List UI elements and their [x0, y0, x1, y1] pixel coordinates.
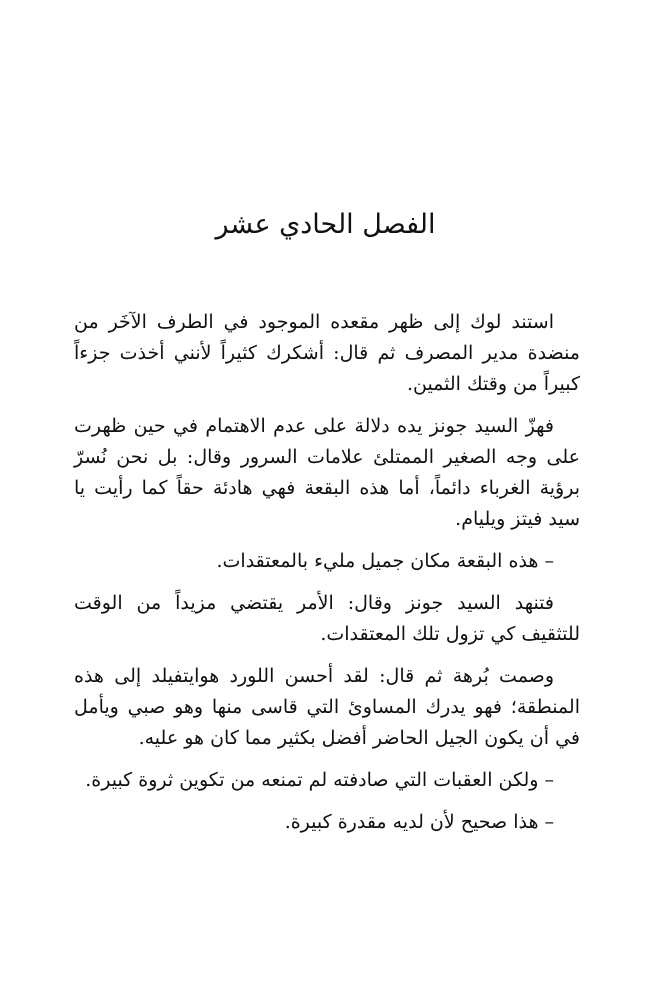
paragraph: وصمت بُرهة ثم قال: لقد أحسن اللورد هوايتفيلد إلى هذه المنطقة؛ فهو يدرك المساوئ التي قاسى منها وهو صبي ويأمل في أن يكون الجيل الحاضر أفضل بكثير مما كان هو عليه.: [74, 665, 580, 749]
chapter-body: [74, 307, 580, 849]
paragraph: فتنهد السيد جونز وقال: الأمر يقتضي مزيداً من الوقت للتثقيف كي تزول تلك المعتقدات.: [74, 592, 580, 645]
dialogue-line: – هذا صحيح لأن لديه مقدرة كبيرة.: [284, 811, 554, 833]
dialogue-line: – هذه البقعة مكان جميل مليء بالمعتقدات.: [216, 550, 554, 572]
paragraph: استند لوك إلى ظهر مقعده الموجود في الطرف الآخَر من منضدة مدير المصرف ثم قال: أشكرك كثيراً لأنني أخذت جزءاً كبيراً من وقتك الثمين.: [74, 311, 580, 395]
dialogue-line: – ولكن العقبات التي صادفته لم تمنعه من تكوين ثروة كبيرة.: [85, 769, 554, 791]
chapter-title: الفصل الحادي عشر: [215, 209, 436, 240]
paragraph: فهزّ السيد جونز يده دلالة على عدم الاهتمام في حين ظهرت على وجه الصغير الممتلئ علامات السرور وقال: بل نحن نُسرّ برؤية الغرباء دائماً، أما هذه البقعة فهي هادئة حقاً كما رأيت يا سيد فيتز ويليام.: [74, 415, 580, 530]
